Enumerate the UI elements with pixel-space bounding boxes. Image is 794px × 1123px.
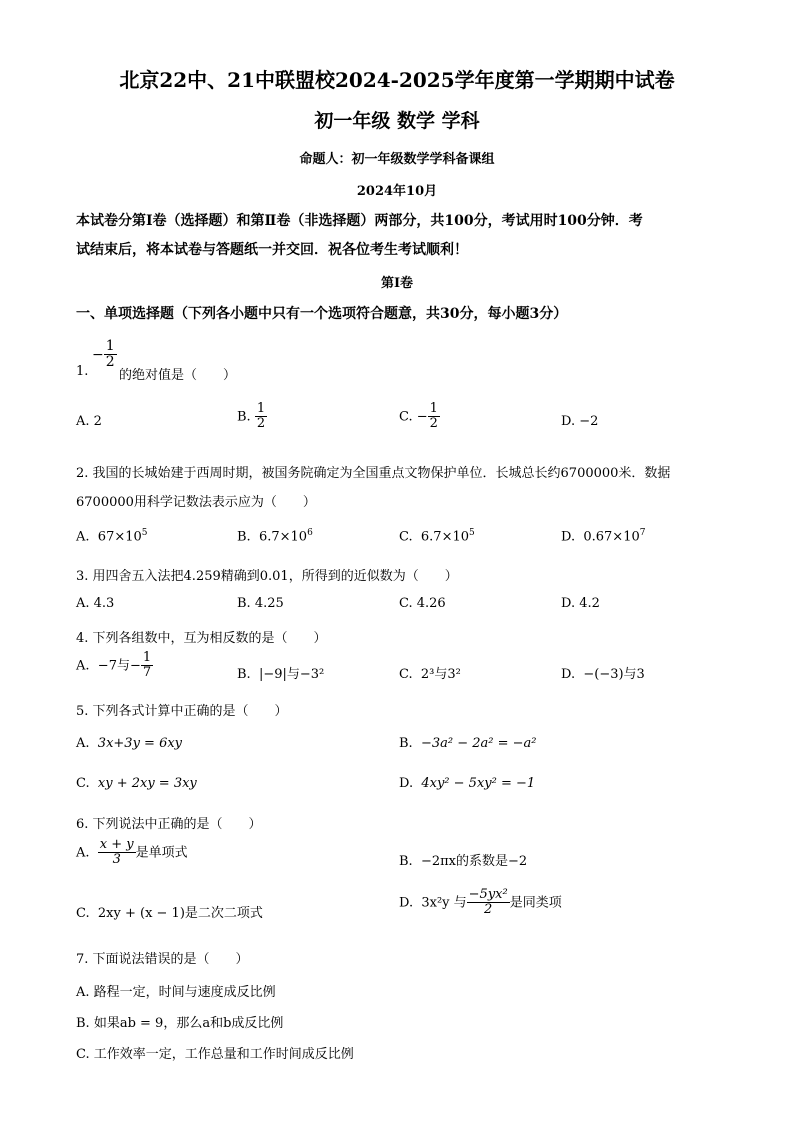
section-heading: 一、单项选择题（下列各小题中只有一个选项符合题意，共30分，每小题3分） xyxy=(76,306,568,322)
q1-b-label: B. xyxy=(237,409,251,425)
q5-c-label: C. xyxy=(76,776,90,791)
q2-a-label: A. xyxy=(76,529,90,545)
q4-d-label: D. xyxy=(561,667,576,682)
q5-option-b xyxy=(399,736,536,751)
q1-b-num: 1 xyxy=(256,401,266,416)
q5-d-label: D. xyxy=(399,776,414,791)
q4-a-label: A. xyxy=(76,658,90,674)
q1-frac-den: 2 xyxy=(105,354,115,371)
q2-d-label: D. xyxy=(561,529,576,545)
q3-option-d: D. 4.2 xyxy=(561,596,600,611)
q6-a-label: A. xyxy=(76,845,90,861)
q6-c-label: C. xyxy=(76,906,90,921)
instructions-line1: 本试卷分第Ⅰ卷（选择题）和第Ⅱ卷（非选择题）两部分，共100分，考试用时100分钟．考 xyxy=(76,213,643,229)
q2-a-base: 67×10 xyxy=(97,529,142,545)
q6-d-head: 3x²y 与 xyxy=(421,895,467,911)
q6-a-num: x + y xyxy=(99,837,134,852)
exam-date: 2024年10月 xyxy=(356,184,438,199)
q3-option-c: C. 4.26 xyxy=(399,596,446,611)
q2-option-d xyxy=(561,528,645,544)
q2-b-exp: 6 xyxy=(307,528,313,538)
q6-a-den: 3 xyxy=(112,852,121,868)
q6-d-den: 2 xyxy=(484,902,493,918)
q7-option-a: A. 路程一定，时间与速度成反比例 xyxy=(76,985,276,1000)
q1-sign: − xyxy=(92,346,104,363)
q6-option-c xyxy=(76,902,263,921)
exam-title: 北京22中、21中联盟校2024-2025学年度第一学期期中试卷 xyxy=(119,68,675,92)
q1-b-den: 2 xyxy=(256,416,266,432)
q2-option-b xyxy=(237,528,313,544)
q4-option-a xyxy=(76,651,153,681)
q3-option-a: A. 4.3 xyxy=(76,596,115,611)
q2-a-exp: 5 xyxy=(141,528,148,538)
q2-c-label: C. xyxy=(399,529,413,545)
q4-option-b xyxy=(237,663,324,682)
q6-option-b xyxy=(399,850,527,869)
q5-a-label: A. xyxy=(76,736,90,751)
q4-stem: 4. 下列各组数中，互为相反数的是（ ） xyxy=(76,631,327,646)
q1-c-sign: − xyxy=(416,409,428,425)
q7-stem: 7. 下面说法错误的是（ ） xyxy=(76,952,249,967)
q4-option-d xyxy=(561,663,645,682)
q4-c-text: 2³与3² xyxy=(420,667,461,682)
q2-b-base: 6.7×10 xyxy=(258,529,308,545)
q1-number: 1. xyxy=(76,364,89,379)
q6-b-label: B. xyxy=(399,854,413,869)
q2-stem-line1: 2. 我国的长城始建于西周时期，被国务院确定为全国重点文物保护单位．长城总长约6700000米．数据 xyxy=(76,466,671,481)
q5-c-text: xy + 2xy = 3xy xyxy=(97,776,197,791)
q7-option-b: B. 如果ab = 9，那么a和b成反比例 xyxy=(76,1016,284,1031)
q6-option-d xyxy=(399,888,562,918)
q6-c-text: 2xy + (x − 1)是二次二项式 xyxy=(97,906,263,921)
instructions-line2: 试结束后，将本试卷与答题纸一并交回．祝各位考生考试顺利！ xyxy=(76,242,468,258)
exam-author: 命题人：初一年级数学学科备课组 xyxy=(299,152,495,167)
q5-b-text: −3a² − 2a² = −a² xyxy=(420,736,537,751)
q2-d-exp: 7 xyxy=(639,528,646,538)
q2-c-base: 6.7×10 xyxy=(420,529,469,545)
q2-d-base: 0.67×10 xyxy=(583,529,640,545)
q5-option-c xyxy=(76,776,197,791)
q1-option-d: D. −2 xyxy=(561,414,599,429)
q4-d-text: −(−3)与3 xyxy=(583,667,645,682)
q4-option-c xyxy=(399,663,461,682)
q5-b-label: B. xyxy=(399,736,413,751)
q1-c-num: 1 xyxy=(429,401,438,416)
q4-c-label: C. xyxy=(399,667,413,682)
q2-option-c xyxy=(399,528,475,544)
q2-b-label: B. xyxy=(237,529,251,545)
q7-option-c: C. 工作效率一定，工作总量和工作时间成反比例 xyxy=(76,1047,354,1062)
q1-option-c xyxy=(399,402,440,432)
q4-b-text: |−9|与−3² xyxy=(258,667,325,682)
q6-option-a xyxy=(76,838,188,868)
q5-option-d xyxy=(399,776,535,791)
q1-frac-num: 1 xyxy=(105,338,115,354)
q6-b-text: −2πx的系数是−2 xyxy=(420,854,528,869)
q3-option-b: B. 4.25 xyxy=(237,596,284,611)
q1-expression xyxy=(92,339,117,371)
q6-d-tail: 是同类项 xyxy=(509,895,562,911)
q6-a-tail: 是单项式 xyxy=(135,845,188,861)
q6-stem: 6. 下列说法中正确的是（ ） xyxy=(76,817,262,832)
q2-stem-line2: 6700000用科学记数法表示应为（ ） xyxy=(76,495,316,510)
q4-b-label: B. xyxy=(237,667,251,682)
q5-d-text: 4xy² − 5xy² = −1 xyxy=(421,776,536,791)
q6-d-label: D. xyxy=(399,895,414,911)
q1-stem: 的绝对值是（ ） xyxy=(119,368,237,383)
q5-option-a xyxy=(76,736,182,751)
q5-stem: 5. 下列各式计算中正确的是（ ） xyxy=(76,704,288,719)
q1-c-den: 2 xyxy=(429,416,438,432)
q1-c-label: C. xyxy=(399,409,413,425)
volume-heading: 第Ⅰ卷 xyxy=(380,276,414,291)
q4-a-text: −7与− xyxy=(97,658,141,674)
q2-c-exp: 5 xyxy=(469,528,475,538)
q5-a-text: 3x+3y = 6xy xyxy=(97,736,183,751)
exam-subtitle: 初一年级 数学 学科 xyxy=(314,110,480,132)
q3-stem: 3. 用四舍五入法把4.259精确到0.01，所得到的近似数为（ ） xyxy=(76,569,458,584)
q2-option-a xyxy=(76,528,148,544)
q6-d-num: −5yx² xyxy=(468,887,508,902)
q1-option-a: A. 2 xyxy=(76,414,102,429)
q4-a-num: 1 xyxy=(142,650,152,665)
q1-option-b xyxy=(237,402,267,432)
q4-a-den: 7 xyxy=(142,665,152,681)
